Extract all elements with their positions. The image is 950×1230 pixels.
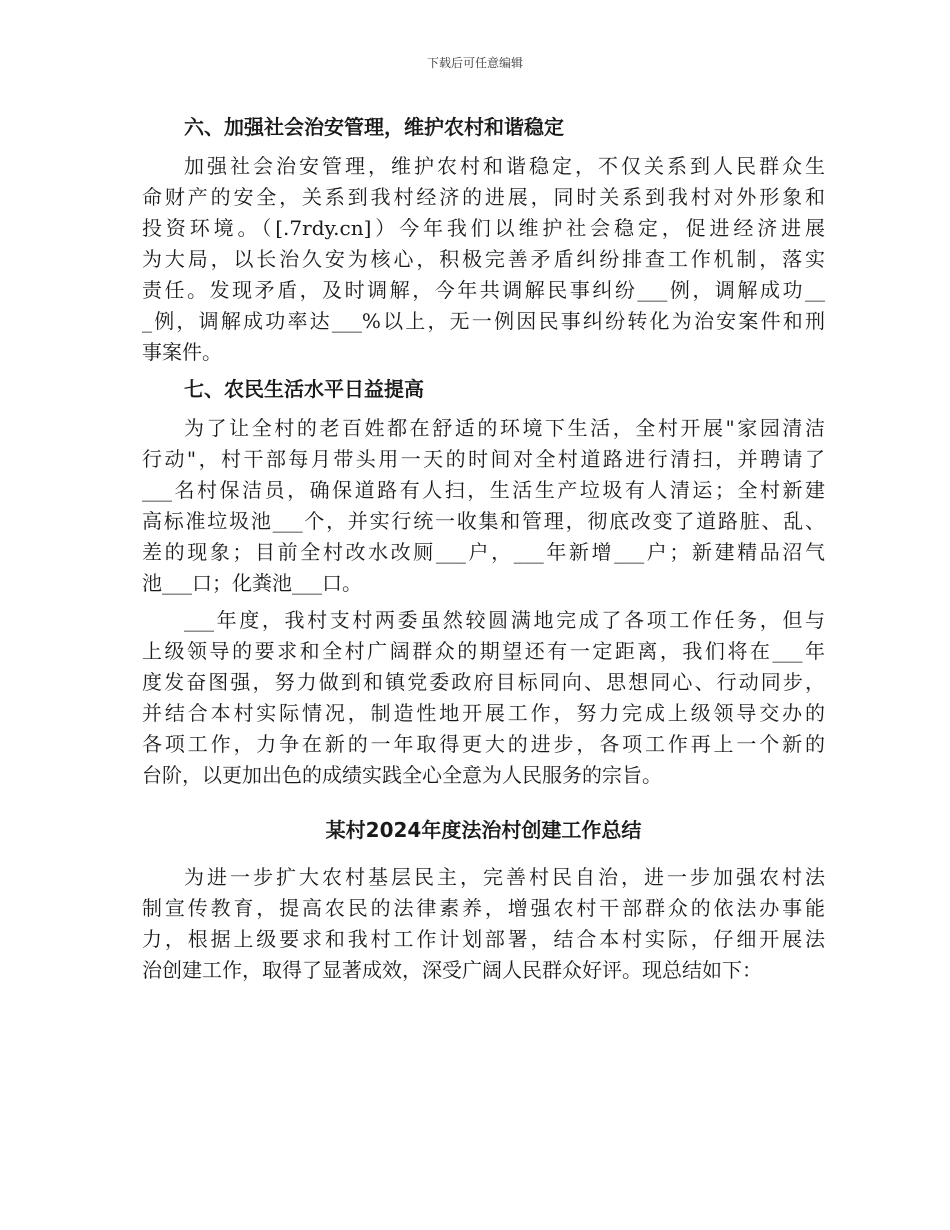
document-body: [142, 112, 825, 986]
paragraph-line: 加强社会治安管理，维护农村和谐稳定，不仅关系到人民群众生: [184, 154, 825, 178]
paragraph-line: 力，根据上级要求和我村工作计划部署，结合本村实际，仔细开展法: [142, 927, 825, 951]
document-title: 某村2024年度法治村创建工作总结: [325, 818, 642, 842]
paragraph-line: _例，调解成功率达___%以上，无一例因民事纠纷转化为治安案件和刑: [142, 309, 825, 333]
paragraph-line: 差的现象；目前全村改水改厕___户，___年新增___户；新建精品沼气: [142, 540, 825, 564]
paragraph-line: 上级领导的要求和全村广阔群众的期望还有一定距离，我们将在___年: [142, 639, 825, 663]
paragraph-line: ___年度，我村支村两委虽然较圆满地完成了各项工作任务，但与: [184, 608, 825, 632]
paragraph-line: 度发奋图强，努力做到和镇党委政府目标同向、思想同心、行动同步，: [142, 670, 825, 694]
paragraph-line: 事案件。: [142, 340, 222, 364]
paragraph-line: 为进一步扩大农村基层民主，完善村民自治，进一步加强农村法: [184, 865, 825, 889]
paragraph-living-standard: [142, 413, 825, 599]
paragraph-line: 治创建工作，取得了显著成效，深受广阔人民群众好评。现总结如下：: [142, 958, 762, 982]
paragraph-line: 为了让全村的老百姓都在舒适的环境下生活，全村开展"家园清洁: [184, 416, 825, 440]
paragraph-line: 并结合本村实际情况，制造性地开展工作，努力完成上级领导交办的: [142, 701, 825, 725]
paragraph-social-security: [142, 151, 825, 368]
paragraph-line: 责任。发现矛盾，及时调解，今年共调解民事纠纷___例，调解成功__: [142, 278, 825, 302]
paragraph-line: 行动"，村干部每月带头用一天的时间对全村道路进行清扫，并聘请了: [142, 447, 825, 471]
section-heading-7: 七、农民生活水平日益提高: [184, 377, 424, 401]
section-heading-6: 六、加强社会治安管理，维护农村和谐稳定: [184, 115, 564, 139]
paragraph-intro: [142, 862, 825, 986]
paragraph-line: 各项工作，力争在新的一年取得更大的进步，各项工作再上一个新的: [142, 732, 825, 756]
paragraph-line: 投资环境。（[.7rdy.cn]）今年我们以维护社会稳定，促进经济进展: [142, 216, 825, 240]
paragraph-line: 高标准垃圾池___个，并实行统一收集和管理，彻底改变了道路脏、乱、: [142, 509, 825, 533]
paragraph-line: 命财产的安全，关系到我村经济的进展，同时关系到我村对外形象和: [142, 185, 825, 209]
paragraph-line: 池___口；化粪池___口。: [142, 571, 362, 595]
paragraph-line: ___名村保洁员，确保道路有人扫，生活生产垃圾有人清运；全村新建: [142, 478, 825, 502]
page-header-note: 下载后可任意编辑: [426, 56, 523, 70]
paragraph-line: 制宣传教育，提高农民的法律素养，增强农村干部群众的依法办事能: [142, 896, 825, 920]
paragraph-closing: [142, 605, 825, 791]
paragraph-line: 为大局，以长治久安为核心，积极完善矛盾纠纷排查工作机制，落实: [142, 247, 825, 271]
paragraph-line: 台阶，以更加出色的成绩实践全心全意为人民服务的宗旨。: [142, 763, 662, 787]
